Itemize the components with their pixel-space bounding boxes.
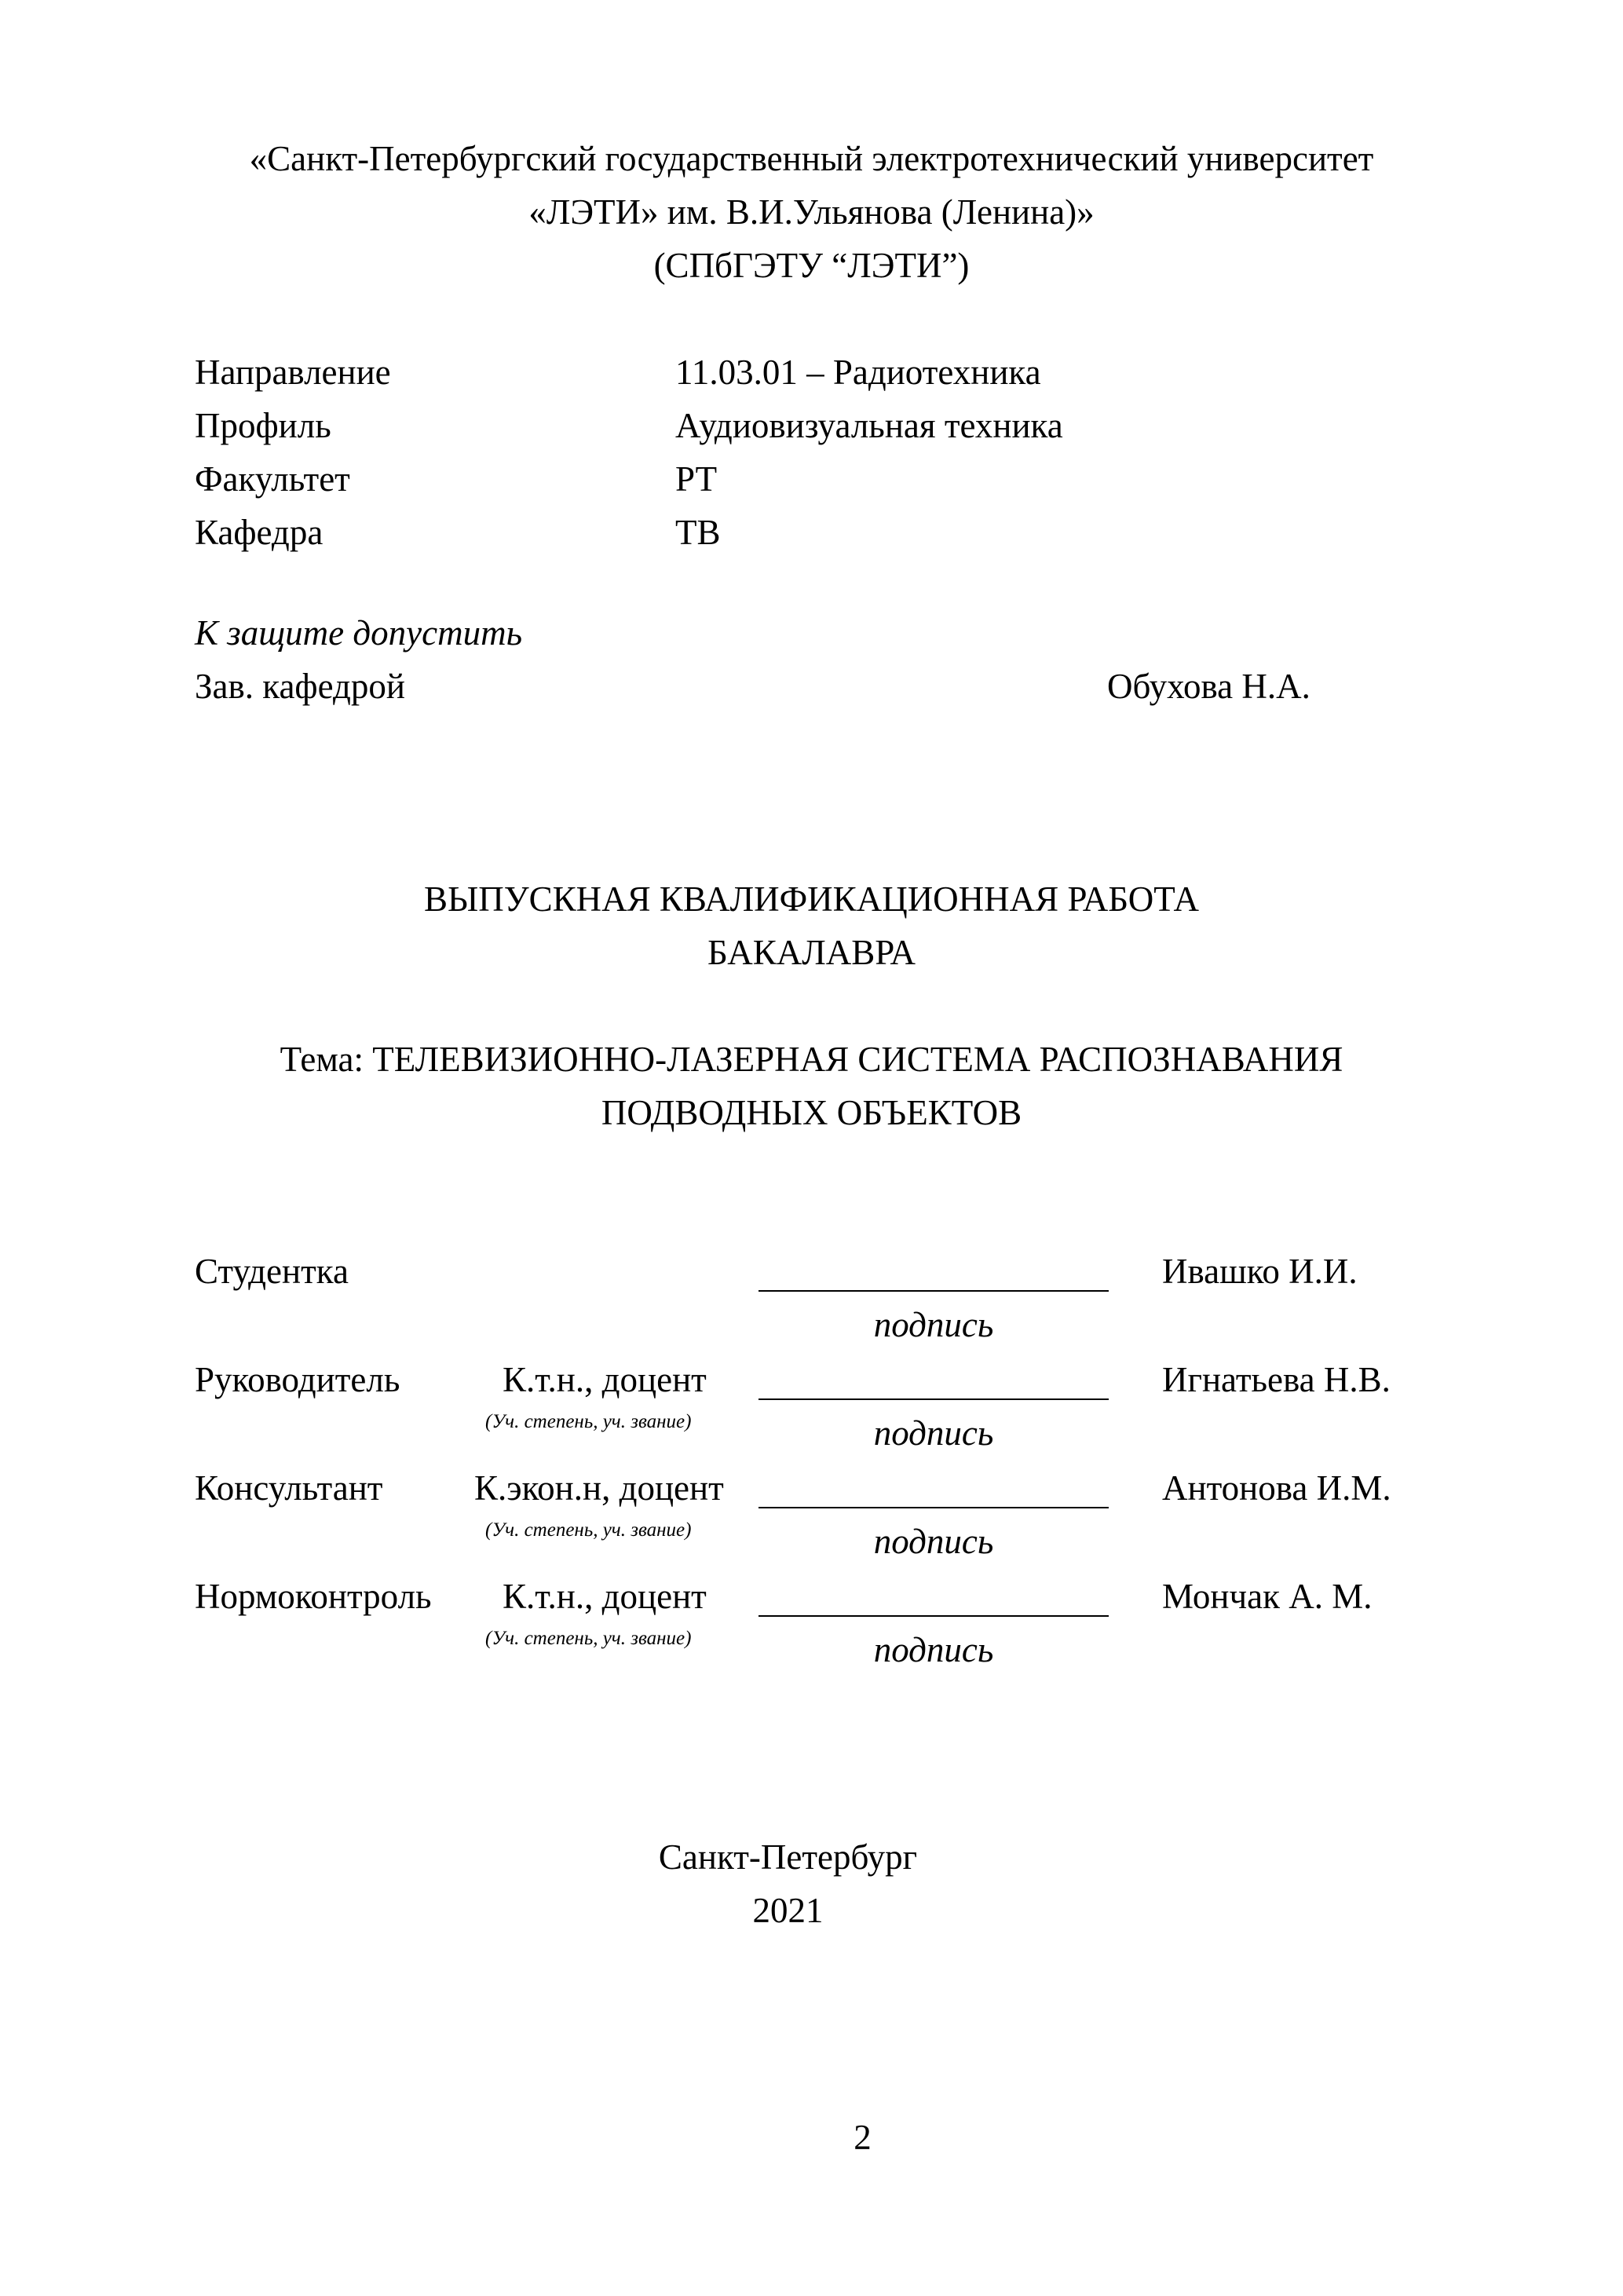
university-name-line2: «ЛЭТИ» им. В.И.Ульянова (Ленина)» — [528, 192, 1095, 232]
info-value-faculty: РТ — [675, 459, 718, 499]
footer-year: 2021 — [752, 1891, 824, 1930]
signature-degree-consultant: К.экон.н, доцент — [474, 1468, 724, 1508]
university-abbreviation: (СПбГЭТУ “ЛЭТИ”) — [653, 246, 970, 285]
degree-caption: (Уч. степень, уч. звание) — [485, 1411, 692, 1432]
degree-caption: (Уч. степень, уч. звание) — [485, 1519, 692, 1541]
signature-name-student: Ивашко И.И. — [1162, 1252, 1358, 1291]
signature-role-normcontrol: Нормоконтроль — [195, 1577, 432, 1616]
signature-role-supervisor: Руководитель — [195, 1360, 400, 1399]
signature-label: подпись — [873, 1522, 994, 1561]
topic-line2: ПОДВОДНЫХ ОБЪЕКТОВ — [601, 1093, 1022, 1132]
work-type-line2: БАКАЛАВРА — [707, 933, 916, 972]
footer-city: Санкт-Петербург — [658, 1837, 918, 1877]
signature-degree-normcontrol: К.т.н., доцент — [503, 1577, 707, 1616]
signature-label: подпись — [873, 1630, 994, 1669]
work-type-line1: ВЫПУСКНАЯ КВАЛИФИКАЦИОННАЯ РАБОТА — [424, 879, 1199, 919]
info-value-direction: 11.03.01 – Радиотехника — [675, 353, 1041, 392]
signature-degree-supervisor: К.т.н., доцент — [503, 1360, 707, 1399]
approval-role: Зав. кафедрой — [195, 667, 405, 706]
signature-role-student: Студентка — [195, 1252, 349, 1291]
signature-line — [758, 1290, 1109, 1292]
university-name-line1: «Санкт-Петербургский государственный электротехнический университет — [249, 139, 1374, 178]
signature-role-consultant: Консультант — [195, 1468, 383, 1508]
approval-name: Обухова Н.А. — [1107, 667, 1310, 706]
signature-line — [758, 1398, 1109, 1400]
signature-name-consultant: Антонова И.М. — [1162, 1468, 1391, 1508]
signature-label: подпись — [873, 1413, 994, 1453]
info-label-profile: Профиль — [195, 406, 331, 445]
info-label-faculty: Факультет — [195, 459, 350, 499]
info-value-department: ТВ — [675, 513, 721, 552]
signature-name-supervisor: Игнатьева Н.В. — [1162, 1360, 1391, 1399]
page-number: 2 — [854, 2118, 872, 2157]
signature-line — [758, 1615, 1109, 1617]
signature-line — [758, 1507, 1109, 1508]
info-label-direction: Направление — [195, 353, 391, 392]
approval-heading: К защите допустить — [195, 613, 523, 653]
degree-caption: (Уч. степень, уч. звание) — [485, 1628, 692, 1649]
signature-label: подпись — [873, 1305, 994, 1344]
info-label-department: Кафедра — [195, 513, 324, 552]
signature-name-normcontrol: Мончак А. М. — [1162, 1577, 1373, 1616]
info-value-profile: Аудиовизуальная техника — [675, 406, 1063, 445]
topic-line1: Тема: ТЕЛЕВИЗИОННО-ЛАЗЕРНАЯ СИСТЕМА РАСПОЗНАВАНИЯ — [280, 1040, 1343, 1079]
